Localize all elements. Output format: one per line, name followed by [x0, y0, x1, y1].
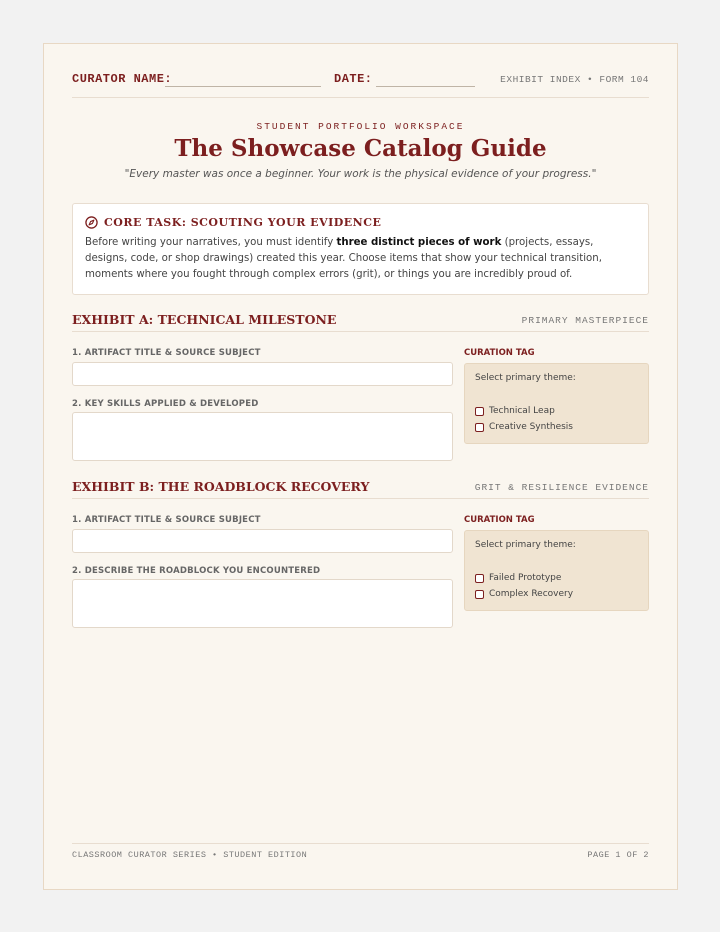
exhibit-a-field2-label: 2. KEY SKILLS APPLIED & DEVELOPED [72, 399, 259, 409]
exhibit-b-field2-label: 2. DESCRIBE THE ROADBLOCK YOU ENCOUNTERED [72, 566, 321, 576]
exhibit-b-body [72, 511, 649, 631]
exhibit-a-skills-textarea[interactable] [72, 412, 453, 461]
exhibit-a-curation-box [464, 363, 649, 444]
exhibit-a-option-1-label: Technical Leap [489, 406, 555, 416]
checkbox-icon[interactable] [475, 574, 484, 583]
core-task-box [72, 203, 649, 295]
exhibit-b-option-1[interactable] [475, 573, 561, 583]
footer-series: CLASSROOM CURATOR SERIES • STUDENT EDITION [72, 850, 308, 860]
exhibit-b-option-2[interactable] [475, 589, 573, 599]
core-task-heading [85, 216, 636, 229]
quote: "Every master was once a beginner. Your work is the physical evidence of your progress." [124, 168, 597, 180]
exhibit-a-body [72, 344, 649, 464]
exhibit-a-artifact-title-input[interactable] [72, 362, 453, 386]
exhibit-b-title: EXHIBIT B: THE ROADBLOCK RECOVERY [72, 479, 370, 494]
exhibit-a-prompt: Select primary theme: [475, 373, 576, 383]
exhibit-a-curation-label: CURATION TAG [464, 348, 535, 358]
curator-name-label: CURATOR NAME: [72, 72, 173, 86]
core-task-text-2: (projects, essays, designs, code, or shop drawings) created this year. Choose items that show your technical transition, moments where you fought through complex errors (grit), or things you are incredibly proud of. [85, 237, 602, 280]
checkbox-icon[interactable] [475, 407, 484, 416]
exhibit-a-option-2-label: Creative Synthesis [489, 422, 573, 432]
exhibit-b-roadblock-textarea[interactable] [72, 579, 453, 628]
exhibit-b-field1-label: 1. ARTIFACT TITLE & SOURCE SUBJECT [72, 515, 261, 525]
checkbox-icon[interactable] [475, 423, 484, 432]
exhibit-b-prompt: Select primary theme: [475, 540, 576, 550]
date-label: DATE: [334, 72, 373, 86]
header-bar [72, 68, 649, 98]
exhibit-b-artifact-title-input[interactable] [72, 529, 453, 553]
exhibit-a-option-2[interactable] [475, 422, 573, 432]
exhibit-b-curation-label: CURATION TAG [464, 515, 535, 525]
exhibit-b-curation-box [464, 530, 649, 611]
core-task-title: CORE TASK: SCOUTING YOUR EVIDENCE [104, 216, 382, 229]
exhibit-a-tag: PRIMARY MASTERPIECE [521, 315, 649, 326]
checkbox-icon[interactable] [475, 590, 484, 599]
date-field[interactable] [376, 86, 475, 87]
exhibit-b-option-2-label: Complex Recovery [489, 589, 574, 599]
page-title: The Showcase Catalog Guide [174, 135, 547, 162]
core-task-body [85, 235, 636, 283]
page-number: PAGE 1 OF 2 [587, 850, 649, 860]
form-id: EXHIBIT INDEX • FORM 104 [500, 74, 649, 85]
worksheet-page [43, 43, 678, 890]
exhibit-a-header [72, 312, 649, 332]
exhibit-b-tag: GRIT & RESILIENCE EVIDENCE [474, 482, 649, 493]
core-task-emphasis: three distinct pieces of work [336, 237, 502, 248]
exhibit-a-field1-label: 1. ARTIFACT TITLE & SOURCE SUBJECT [72, 348, 261, 358]
curator-name-field[interactable] [165, 86, 321, 87]
exhibit-b-option-1-label: Failed Prototype [489, 573, 562, 583]
footer [72, 843, 649, 863]
kicker: STUDENT PORTFOLIO WORKSPACE [256, 121, 465, 132]
exhibit-a-option-1[interactable] [475, 406, 555, 416]
compass-icon [85, 216, 98, 229]
exhibit-a-title: EXHIBIT A: TECHNICAL MILESTONE [72, 312, 337, 327]
exhibit-b-header [72, 479, 649, 499]
core-task-text-1: Before writing your narratives, you must identify [85, 237, 337, 248]
